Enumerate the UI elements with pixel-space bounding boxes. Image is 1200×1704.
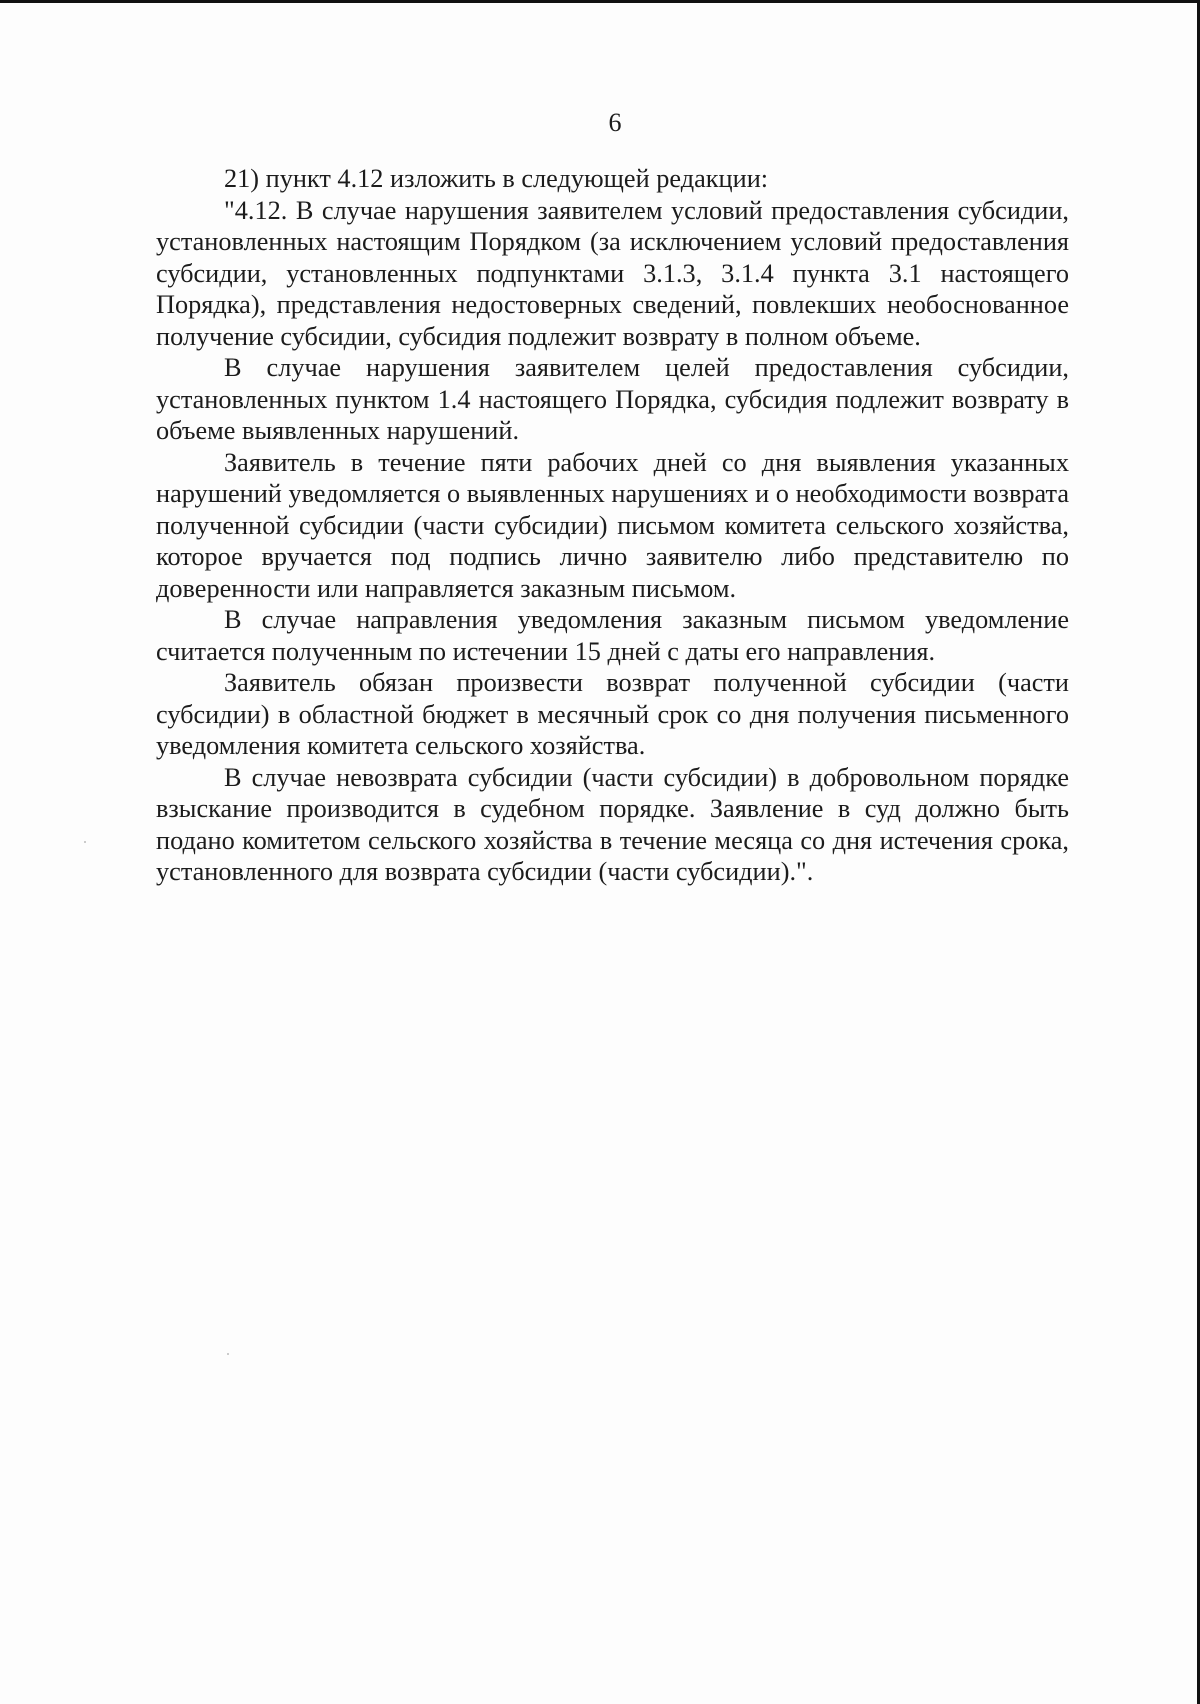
scan-speck bbox=[227, 1353, 229, 1355]
paragraph-notification: Заявитель в течение пяти рабочих дней со дня выявления указанных нарушений уведомляется о выявленных нарушениях и о необходимости возврата полученной субсидии (части субсидии) письмом комитета сельского хозяйства, которое вручается под подпись лично заявителю либо представителю по доверенности или направляется заказным письмом. bbox=[156, 447, 1069, 603]
document-body bbox=[156, 163, 1069, 888]
page-number: 6 bbox=[608, 108, 622, 137]
paragraph-court-recovery: В случае невозврата субсидии (части субсидии) в добровольном порядке взыскание производится в судебном порядке. Заявление в суд должно быть подано комитетом сельского хозяйства в течение месяца со дня истечения срока, установленного для возврата субсидии (части субсидии).". bbox=[156, 762, 1069, 886]
paragraph-violation-purposes: В случае нарушения заявителем целей предоставления субсидии, установленных пунктом 1.4 настоящего Порядка, субсидия подлежит возврату в объеме выявленных нарушений. bbox=[156, 353, 1069, 445]
paragraph-4-12-violation-conditions: "4.12. В случае нарушения заявителем условий предоставления субсидии, установленных настоящим Порядком (за исключением условий предоставления субсидии, установленных подпунктами 3.1.3, 3.1.4 пункта 3.1 настоящего Порядка), представления недостоверных сведений, повлекших необоснованное получение субсидии, субсидия подлежит возврату в полном объеме. bbox=[156, 195, 1069, 351]
paragraph-refund-obligation: Заявитель обязан произвести возврат полученной субсидии (части субсидии) в областной бюджет в месячный срок со дня получения письменного уведомления комитета сельского хозяйства. bbox=[156, 668, 1069, 760]
scan-speck bbox=[84, 841, 86, 843]
paragraph-registered-mail: В случае направления уведомления заказным письмом уведомление считается полученным по истечении 15 дней с даты его направления. bbox=[156, 605, 1069, 666]
paragraph-amendment-intro: 21) пункт 4.12 изложить в следующей редакции: bbox=[224, 164, 769, 193]
